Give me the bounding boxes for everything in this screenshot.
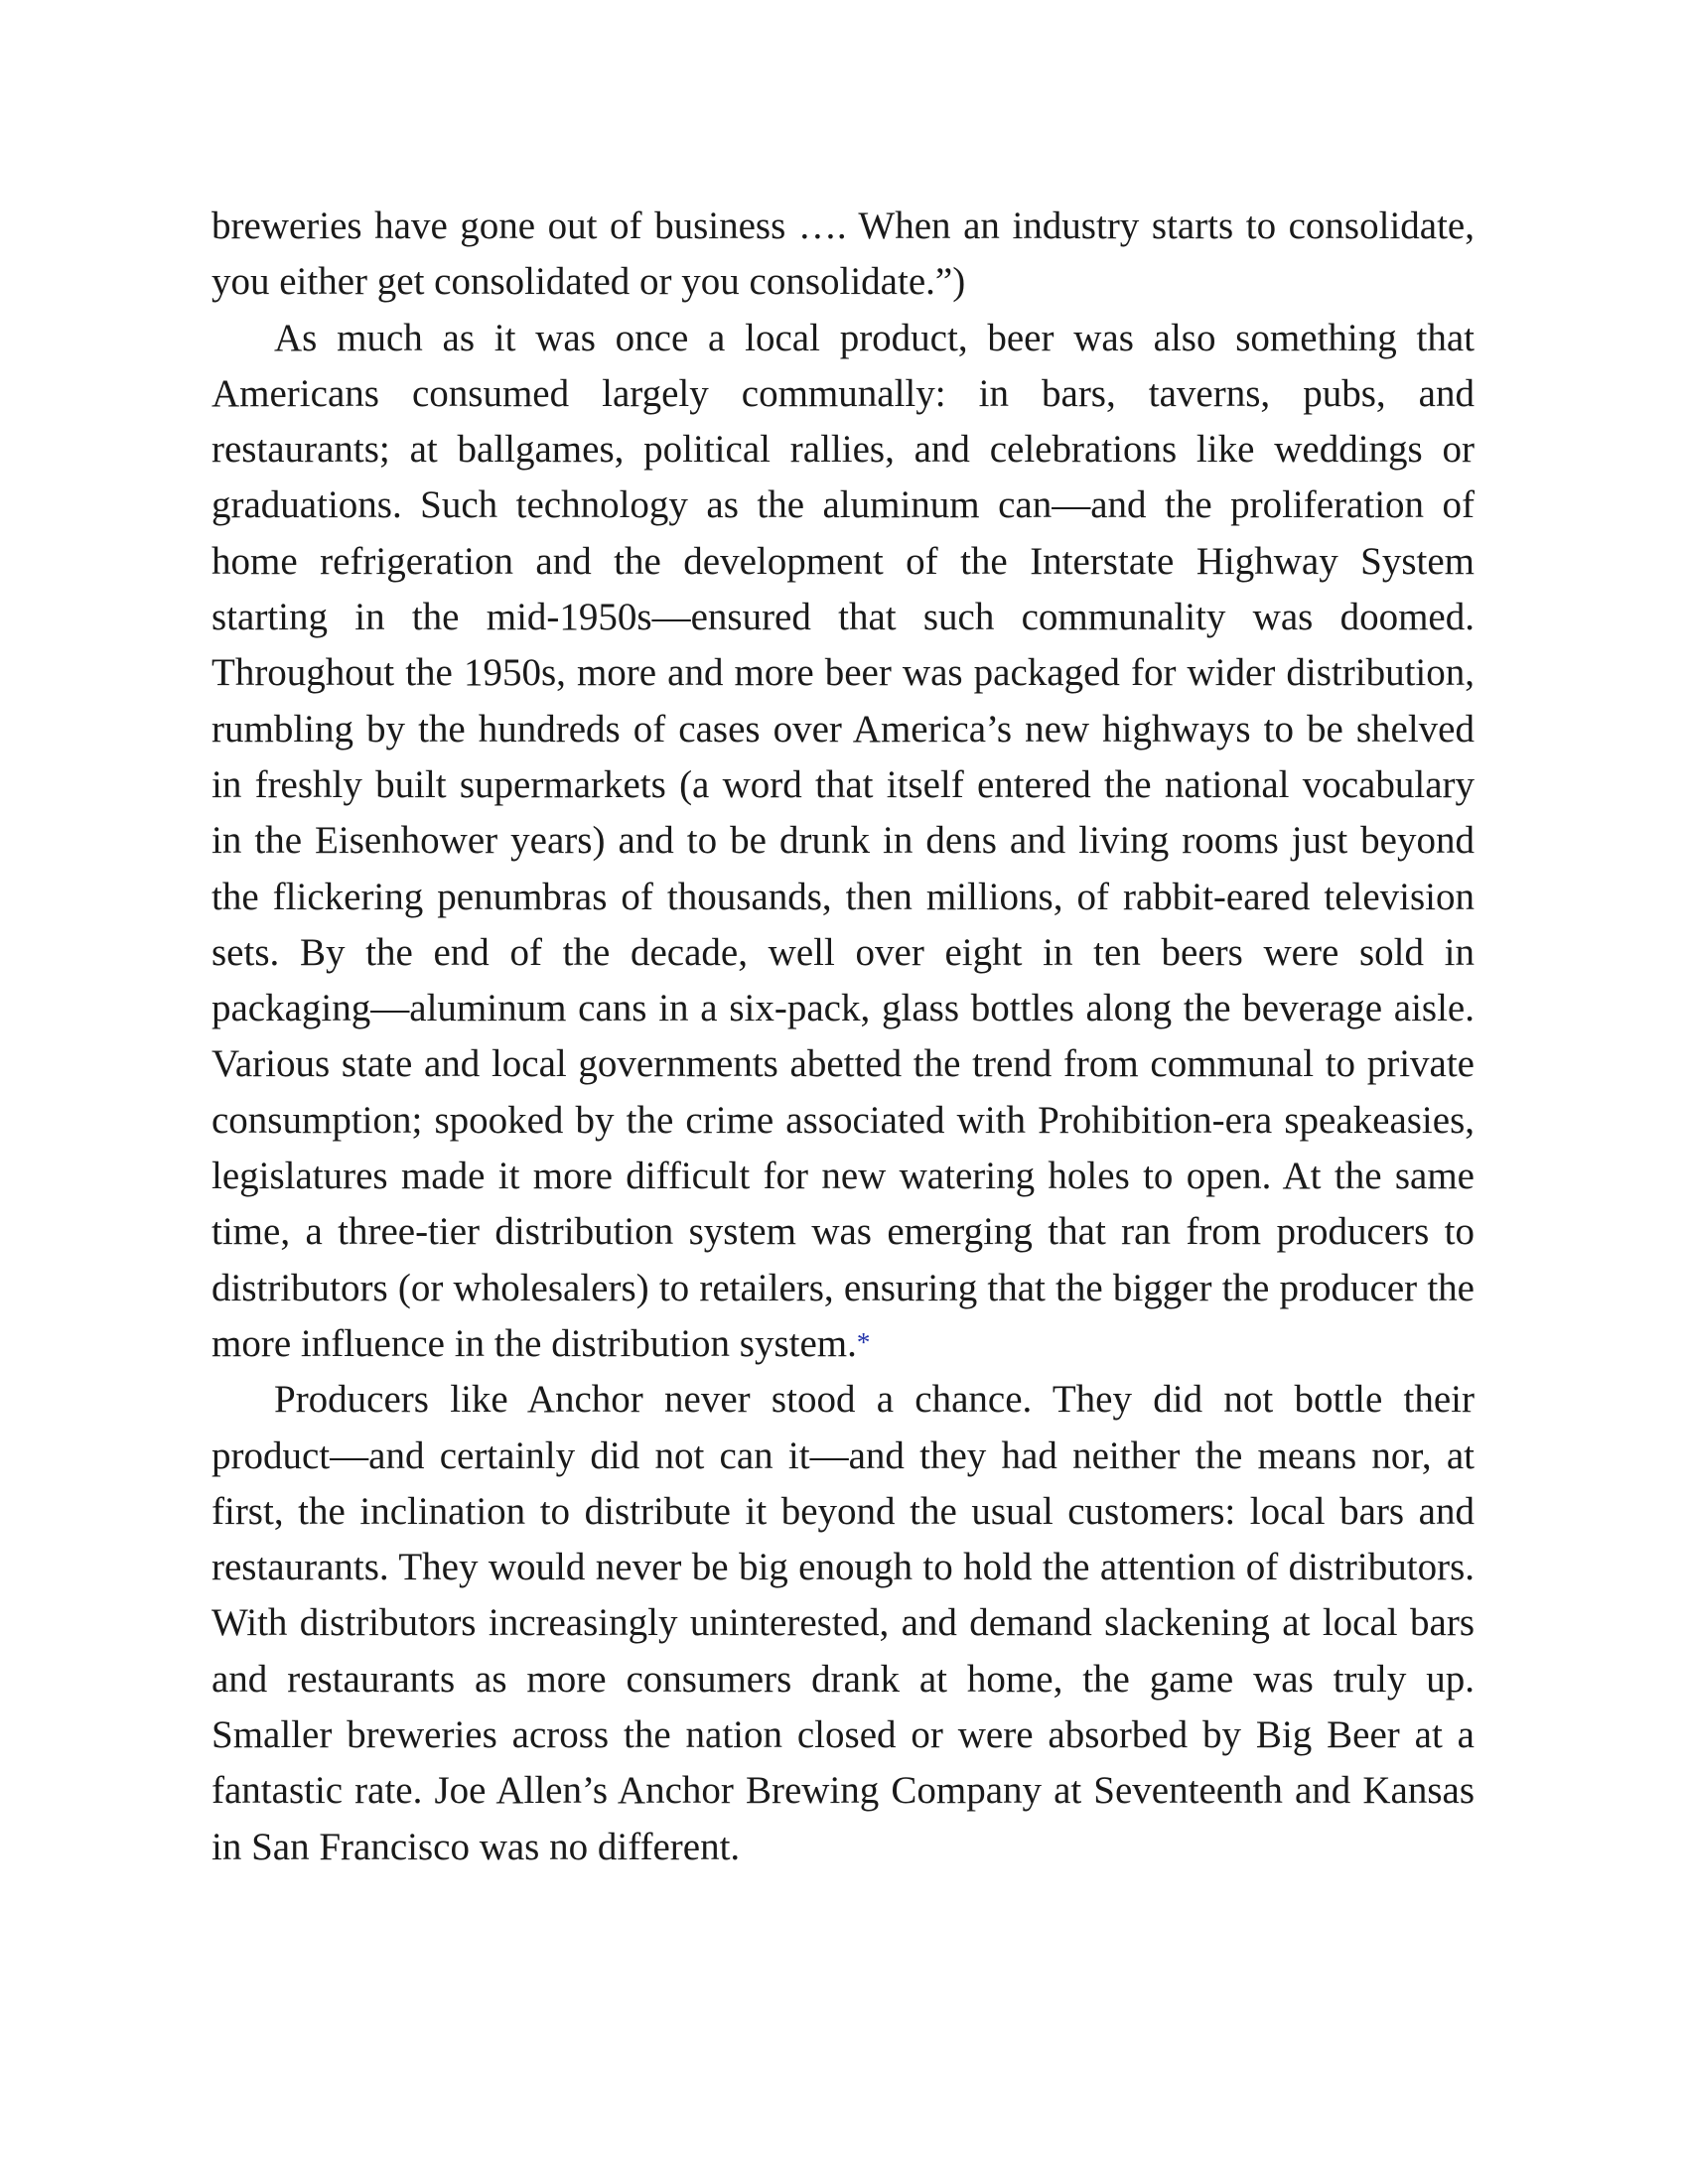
- paragraph-text: As much as it was once a local product, beer was also something that Americans consumed largely communally: in bars, taverns, pubs, and restaurants; at ballgames, political rallies, and celebrations like weddings or graduations. Such technology as the aluminum can—and the proliferation of home refrigeration and the development of the Interstate Highway System starting in the mid-1950s—ensured that such communality was doomed. Throughout the 1950s, more and more beer was packaged for wider distribution, rumbling by the hundreds of cases over America’s new highways to be shelved in freshly built supermarkets (a word that itself entered the national vocabulary in the Eisenhower years) and to be drunk in dens and living rooms just beyond the flickering penumbras of thousands, then millions, of rabbit-eared television sets. By the end of the decade, well over eight in ten beers were sold in packaging—aluminum cans in a six-pack, glass bottles along the beverage aisle. Various state and local governments abetted the trend from communal to private consumption; spooked by the crime associated with Prohibition-era speakeasies, legislatures made it more difficult for new watering holes to open. At the same time, a three-tier distribution system was emerging that ran from producers to distributors (or wholesalers) to retailers, ensuring that the bigger the producer the more influence in the distribution system.: [211, 316, 1475, 1365]
- paragraph-anchor-producers: [211, 1372, 1475, 1875]
- page-body: [211, 199, 1475, 1875]
- paragraph-beer-consumption: [211, 311, 1475, 1373]
- paragraph-text: Producers like Anchor never stood a chance. They did not bottle their product—and certainly did not can it—and they had neither the means nor, at first, the inclination to distribute it beyond the usual customers: local bars and restaurants. They would never be big enough to hold the attention of distributors. With distributors increasingly uninterested, and demand slackening at local bars and restaurants as more consumers drank at home, the game was truly up. Smaller breweries across the nation closed or were absorbed by Big Beer at a fantastic rate. Joe Allen’s Anchor Brewing Company at Seventeenth and Kansas in San Francisco was no different.: [211, 1378, 1475, 1868]
- paragraph-text: breweries have gone out of business …. When an industry starts to consolidate, you either get consolidated or you consolidate.”): [211, 205, 1475, 304]
- footnote-link[interactable]: *: [856, 1326, 871, 1357]
- paragraph-continued: [211, 199, 1475, 311]
